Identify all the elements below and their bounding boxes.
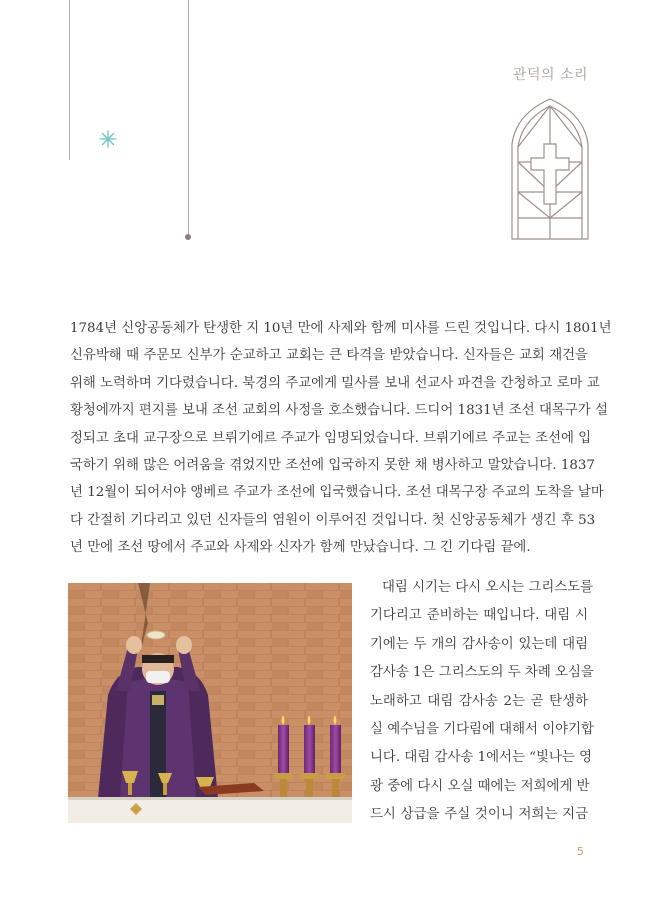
- paragraph-line: 황청에까지 편지를 보내 조선 교회의 사정을 호소했습니다. 드디어 1831년 조선 대목구가 설: [70, 403, 608, 419]
- paragraph-line: 정되고 초대 교구장으로 브뤼기에르 주교가 임명되었습니다. 브뤼기에르 주교는 조선에 입: [70, 430, 592, 446]
- section-label: 관덕의 소리: [512, 67, 588, 83]
- side-line: 노래하고 대림 감사송 2는 곧 탄생하: [370, 693, 588, 709]
- side-line: 실 예수님을 기다림에 대해서 이야기합: [370, 722, 594, 738]
- decorative-vertical-line-left: [69, 0, 70, 160]
- side-paragraph: [370, 574, 594, 830]
- paragraph-line: 국하기 위해 많은 어려움을 겪었지만 조선에 입국하지 못한 채 병사하고 말았습니다. 1837: [70, 458, 595, 474]
- sparkle-icon: [98, 129, 118, 149]
- body-paragraph: [70, 315, 612, 562]
- paragraph-line: 위해 노력하며 기다렸습니다. 북경의 주교에게 밀사를 보내 선교사 파견을 간청하고 로마 교: [70, 375, 600, 391]
- paragraph-line: 년 만에 조선 땅에서 주교와 사제와 신자가 함께 만났습니다. 그 긴 기다림 끝에.: [70, 540, 531, 556]
- side-line: 기에는 두 개의 감사송이 있는데 대림: [370, 636, 588, 652]
- gothic-window-cross-icon: [511, 98, 589, 240]
- decorative-line-end-dot: [185, 234, 191, 240]
- side-line: 드시 상급을 주실 것이니 저희는 지금: [370, 807, 588, 823]
- paragraph-line: 1784년 신앙공동체가 탄생한 지 10년 만에 사제와 함께 미사를 드린 것입니다. 다시 1801년: [70, 321, 612, 336]
- side-line: 기다리고 준비하는 때입니다. 대림 시: [370, 608, 588, 624]
- paragraph-line: 다 간절히 기다리고 있던 신자들의 염원이 이루어진 것입니다. 첫 신앙공동체가 생긴 후 53: [70, 512, 596, 528]
- page-number: 5: [577, 845, 584, 858]
- side-line: 감사송 1은 그리스도의 두 차례 오심을: [370, 665, 594, 681]
- side-line: 대림 시기는 다시 오시는 그리스도를: [382, 580, 594, 595]
- paragraph-line: 신유박해 때 주문모 신부가 순교하고 교회는 큰 타격을 받았습니다. 신자들은 교회 재건을: [70, 348, 588, 364]
- paragraph-line: 년 12월이 되어서야 앵베르 주교가 조선에 입국했습니다. 조선 대목구장 주교의 도착을 날마: [70, 485, 604, 501]
- side-line: 니다. 대림 감사송 1에서는 “빛나는 영: [370, 750, 592, 766]
- side-line: 광 중에 다시 오실 때에는 저희에게 반: [370, 778, 590, 794]
- decorative-vertical-line-right: [188, 0, 189, 234]
- mass-photo: [68, 583, 352, 823]
